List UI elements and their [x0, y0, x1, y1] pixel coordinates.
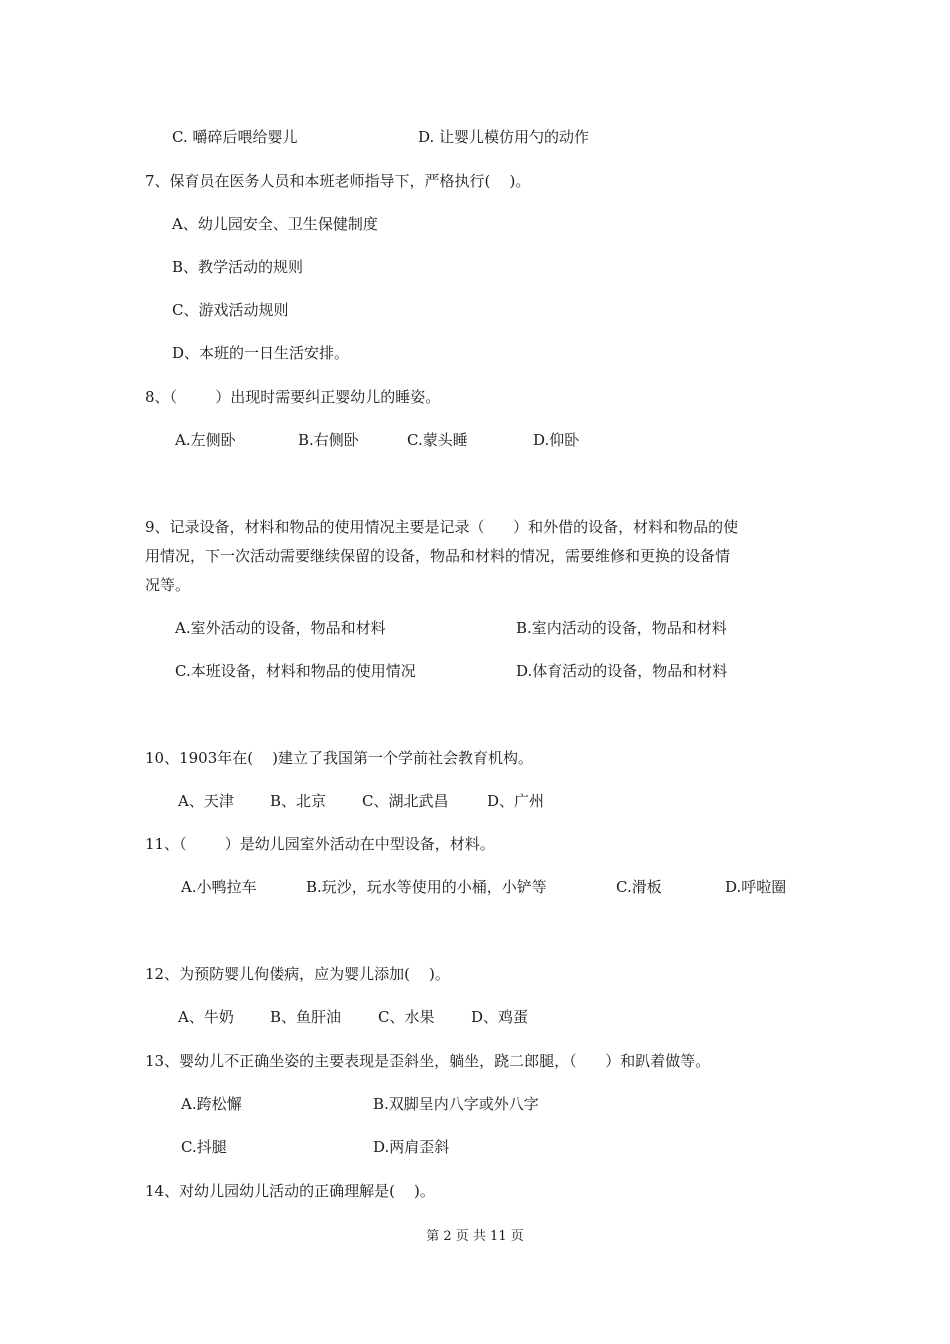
q13-option-c: C.抖腿: [181, 1138, 227, 1156]
q11-option-b: B.玩沙，玩水等使用的小桶，小铲等: [306, 878, 547, 896]
q9-option-c: C.本班设备，材料和物品的使用情况: [175, 662, 416, 680]
q10-option-d: D、广州: [487, 792, 545, 810]
q8-option-a: A.左侧卧: [175, 431, 236, 449]
q13-stem: 13、婴幼儿不正确坐姿的主要表现是歪斜坐，躺坐，跷二郎腿，（ ）和趴着做等。: [145, 1052, 711, 1070]
q7-option-a: A、幼儿园安全、卫生保健制度: [172, 215, 378, 233]
q9-option-a: A.室外活动的设备，物品和材料: [175, 619, 386, 637]
q12-option-b: B、鱼肝油: [270, 1008, 342, 1026]
q6-option-c: C. 嚼碎后喂给婴儿: [172, 128, 298, 146]
q10-stem: 10、1903年在( )建立了我国第一个学前社会教育机构。: [145, 749, 534, 767]
q9-option-b: B.室内活动的设备，物品和材料: [516, 619, 727, 637]
page-number-footer: 第 2 页 共 11 页: [426, 1229, 524, 1244]
q11-option-d: D.呼啦圈: [725, 878, 787, 896]
q11-option-a: A.小鸭拉车: [181, 878, 257, 896]
q8-stem: 8、（ ）出现时需要纠正婴幼儿的睡姿。: [145, 388, 441, 406]
q14-stem: 14、对幼儿园幼儿活动的正确理解是( )。: [145, 1182, 435, 1200]
q10-option-b: B、北京: [270, 792, 327, 810]
q7-option-b: B、教学活动的规则: [172, 258, 304, 276]
q12-option-d: D、鸡蛋: [471, 1008, 529, 1026]
q13-option-a: A.跨松懈: [181, 1095, 242, 1113]
q11-option-c: C.滑板: [616, 878, 662, 896]
q10-option-c: C、湖北武昌: [362, 792, 449, 810]
q10-option-a: A、天津: [178, 792, 234, 810]
q6-option-d: D. 让婴儿模仿用勺的动作: [418, 128, 590, 146]
q12-option-a: A、牛奶: [178, 1008, 234, 1026]
q12-option-c: C、水果: [378, 1008, 435, 1026]
q9-stem-line2: 用情况，下一次活动需要继续保留的设备，物品和材料的情况，需要维修和更换的设备情: [145, 547, 731, 565]
q13-option-d: D.两肩歪斜: [373, 1138, 450, 1156]
q9-stem-line3: 况等。: [145, 576, 191, 594]
q7-option-d: D、本班的一日生活安排。: [172, 344, 350, 362]
q12-stem: 12、为预防婴儿佝偻病，应为婴儿添加( )。: [145, 965, 450, 983]
q13-option-b: B.双脚呈内八字或外八字: [373, 1095, 539, 1113]
q7-option-c: C、游戏活动规则: [172, 301, 289, 319]
q11-stem: 11、（ ）是幼儿园室外活动在中型设备，材料。: [145, 835, 495, 853]
q8-option-c: C.蒙头睡: [407, 431, 468, 449]
q7-stem: 7、保育员在医务人员和本班老师指导下，严格执行( )。: [145, 172, 531, 190]
q8-option-d: D.仰卧: [533, 431, 580, 449]
q9-option-d: D.体育活动的设备，物品和材料: [516, 662, 728, 680]
q9-stem-line1: 9、记录设备，材料和物品的使用情况主要是记录（ ）和外借的设备，材料和物品的使: [145, 518, 739, 536]
q8-option-b: B.右侧卧: [298, 431, 359, 449]
